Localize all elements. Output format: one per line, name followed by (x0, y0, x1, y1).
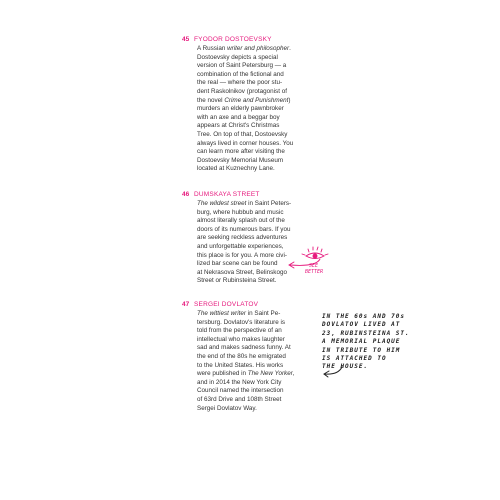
body-line (197, 277, 301, 286)
body-text: of 63rd Drive and 108th Street (197, 395, 282, 403)
body-text: dent Raskolnikov (protagonist of (197, 87, 287, 95)
body-line (197, 310, 301, 319)
body-text: ) (288, 96, 291, 104)
handwritten-note (322, 313, 410, 372)
body-line (197, 370, 301, 379)
body-text: were published in (197, 370, 248, 378)
body-text: and unforgettable experiences, (197, 242, 284, 250)
body-line (197, 88, 301, 97)
body-text: almost literally splash out of the (197, 217, 285, 225)
body-line (197, 54, 301, 63)
note-line: 23, RUBINSTEINA ST. (322, 329, 410, 337)
body-text: are seeking reckless adventures (197, 234, 288, 242)
body-text: told from the perspective of an (197, 327, 282, 335)
body-line (197, 405, 301, 414)
note-line: IS ATTACHED TO (322, 355, 387, 363)
body-line (197, 234, 301, 243)
entry-45 (182, 36, 302, 186)
body-line (197, 97, 301, 106)
body-line (197, 362, 301, 371)
body-text: doors of its numerous bars. If you (197, 225, 291, 233)
entry-number: 46 (182, 191, 190, 198)
body-italic: The New Yorker (247, 370, 293, 378)
body-line (197, 200, 301, 209)
body-line (197, 336, 301, 345)
body-line (197, 243, 301, 252)
pink-arrow-icon (282, 255, 324, 275)
body-text: Dostoevsky Memorial Museum (197, 156, 284, 164)
body-line (197, 79, 301, 88)
body-line (197, 105, 301, 114)
body-line (197, 387, 301, 396)
body-text: to the United States. His works (197, 361, 284, 369)
eye-text-see: SEE (309, 263, 319, 269)
body-text: murders an elderly pawnbroker (197, 105, 284, 113)
entry-number: 45 (182, 36, 190, 43)
body-italic: The wildest street (197, 200, 247, 207)
body-line (197, 396, 301, 405)
note-line: THE HOUSE. (322, 363, 369, 371)
body-text: appears at Christ's Christmas (197, 122, 280, 130)
body-italic: The wittiest writer (197, 310, 246, 317)
entry-number: 47 (182, 301, 190, 308)
body-text: Council named the intersection (197, 387, 284, 395)
entry-body (197, 45, 301, 174)
body-text: intellectual who makes laughter (197, 335, 285, 343)
body-line (197, 353, 301, 362)
body-line (197, 217, 301, 226)
body-line (197, 209, 301, 218)
body-italic: writer and philosopher (227, 45, 290, 52)
body-line (197, 131, 301, 140)
body-text: Tree. On top of that, Dostoevsky (197, 130, 288, 138)
body-text: with an axe and a beggar boy (197, 113, 280, 121)
note-line: IN THE 60s AND 70s (322, 313, 406, 320)
body-text: version of Saint Petersburg — a (197, 62, 287, 70)
body-text: always lived in corner houses. You (197, 139, 294, 147)
body-line (197, 140, 301, 149)
body-line (197, 148, 301, 157)
body-line (197, 344, 301, 353)
body-text: A Russian (197, 45, 228, 52)
body-line (197, 71, 301, 80)
body-text: tersburg. Dovlatov's literature is (197, 318, 285, 326)
body-line (197, 327, 301, 336)
body-text: the end of the 80s he emigrated (197, 352, 286, 360)
body-text: can learn more after visiting the (197, 148, 285, 156)
body-text: combination of the fictional and (197, 70, 284, 78)
body-text: . (289, 45, 291, 52)
body-text: burg, where hubbub and music (197, 208, 284, 216)
body-text: and in 2014 the New York City (197, 378, 282, 386)
entry-title: DUMSKAYA STREET (194, 191, 260, 198)
body-line (197, 319, 301, 328)
body-line (197, 165, 301, 174)
entry-47 (182, 301, 302, 421)
eye-text-better: BETTER (305, 269, 324, 275)
body-text: at Nekrasova Street, Belinskogo (197, 268, 287, 276)
note-line: A MEMORIAL PLAQUE (322, 338, 401, 346)
body-line (197, 62, 301, 71)
body-text: this place is for you. A more civi- (197, 251, 287, 259)
black-arrow-icon (320, 365, 346, 379)
body-line (197, 226, 301, 235)
body-text: Dostoevsky depicts a special (197, 53, 278, 61)
body-line (197, 157, 301, 166)
entry-title: FYODOR DOSTOEVSKY (194, 36, 272, 43)
entry-title: SERGEI DOVLATOV (194, 301, 259, 308)
body-line (197, 45, 301, 54)
body-text: lized bar scene can be found (197, 260, 278, 268)
body-text: the novel (197, 96, 225, 104)
entry-46 (182, 191, 302, 291)
body-text: Sergei Dovlatov Way. (197, 404, 257, 412)
body-text: the real — where the poor stu- (197, 79, 283, 87)
note-line: IN TRIBUTE TO HIM (322, 346, 401, 354)
entry-body (197, 310, 301, 413)
body-italic: Crime and Punishment (224, 96, 289, 104)
body-line (197, 114, 301, 123)
body-line (197, 379, 301, 388)
body-text: , (292, 370, 295, 378)
body-text: in Saint Pe- (246, 310, 281, 317)
body-text: located at Kuznechny Lane. (197, 165, 275, 173)
body-text: Street or Rubinsteina Street. (197, 277, 277, 285)
body-line (197, 122, 301, 131)
note-line: DOVLATOV LIVED AT (322, 321, 401, 329)
body-text: sad and makes sadness funny. At (197, 344, 291, 352)
body-text: in Saint Peters- (246, 200, 292, 207)
